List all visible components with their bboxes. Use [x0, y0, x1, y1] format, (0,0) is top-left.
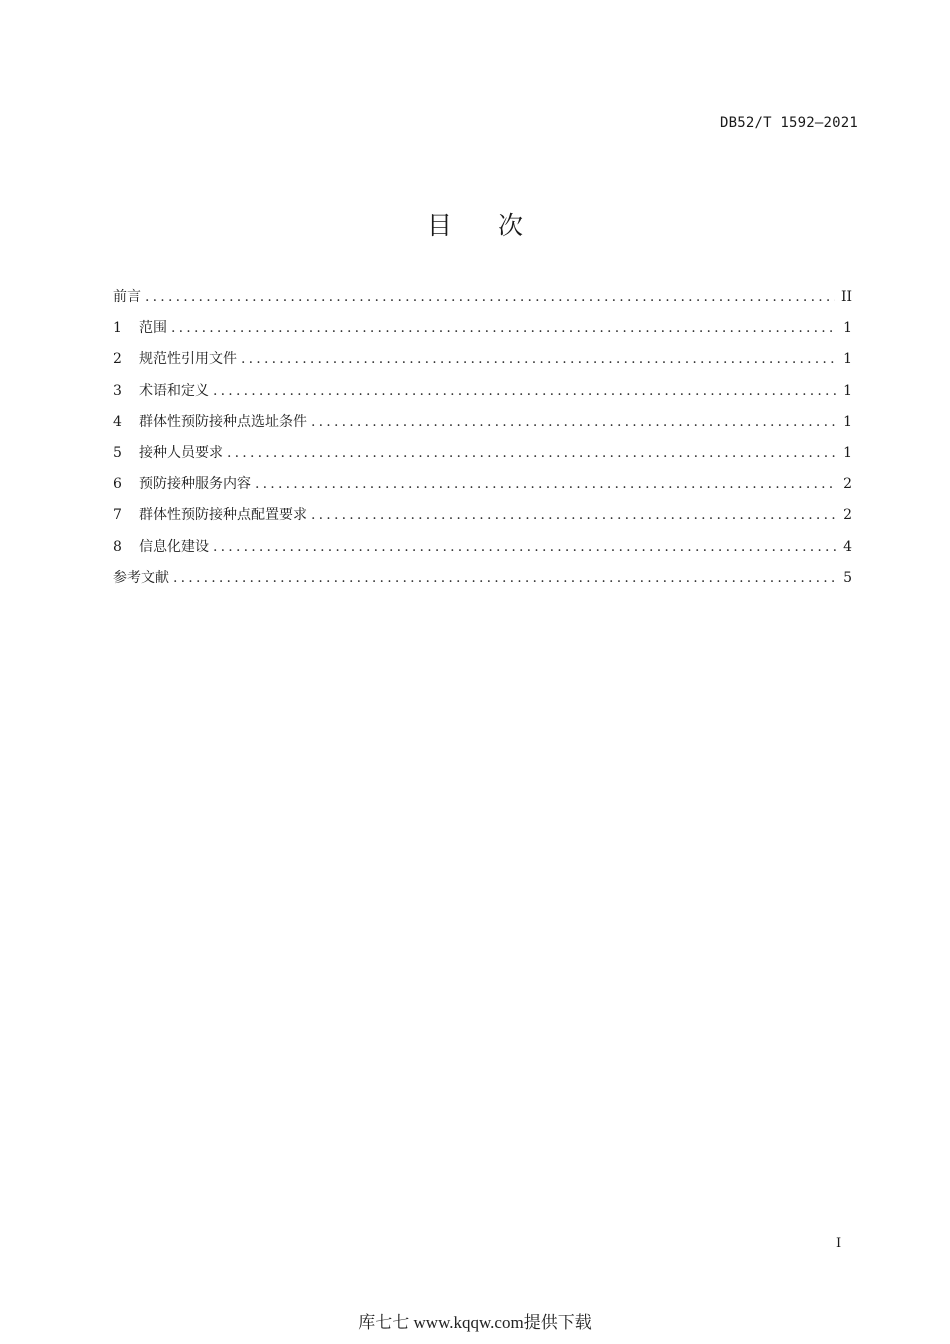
toc-entry-4[interactable] [113, 411, 852, 442]
toc-entry-page: 2 [843, 507, 852, 524]
toc-entry-6[interactable] [113, 473, 852, 504]
toc-entry-label: 术语和定义 [139, 382, 209, 399]
toc-leader-dots [145, 286, 835, 308]
toc-entry-page: 1 [843, 382, 852, 399]
toc-entry-7[interactable] [113, 504, 852, 535]
toc-leader-dots [311, 504, 836, 526]
toc-entry-1[interactable] [113, 317, 852, 348]
toc-entry-number: 1 [113, 320, 122, 337]
toc-entry-label: 规范性引用文件 [139, 351, 237, 368]
page-title [0, 206, 950, 242]
toc-leader-dots [213, 536, 836, 558]
toc-entry-page: 1 [843, 320, 852, 337]
table-of-contents [113, 286, 852, 598]
toc-entry-8[interactable] [113, 536, 852, 567]
toc-entry-page: 4 [843, 538, 852, 555]
page-number: I [836, 1236, 842, 1251]
toc-entry-label: 信息化建设 [139, 538, 209, 555]
title-char-1: 目 [426, 211, 452, 240]
toc-leader-dots [213, 380, 836, 402]
toc-entry-preface[interactable] [113, 286, 852, 317]
toc-entry-number: 2 [113, 351, 122, 368]
toc-leader-dots [171, 317, 836, 339]
toc-entry-number: 8 [113, 538, 122, 555]
document-code: DB52/T 1592—2021 [719, 115, 858, 131]
toc-entry-label: 参考文献 [113, 569, 169, 586]
toc-entry-page: 1 [843, 444, 852, 461]
toc-entry-label: 前言 [113, 289, 141, 305]
toc-entry-label: 预防接种服务内容 [139, 476, 251, 493]
toc-entry-page: 2 [843, 476, 852, 493]
toc-leader-dots [241, 348, 836, 370]
toc-entry-number: 7 [113, 507, 122, 524]
title-char-2: 次 [498, 211, 524, 240]
toc-entry-label: 接种人员要求 [139, 444, 223, 461]
toc-entry-2[interactable] [113, 348, 852, 379]
toc-entry-number: 3 [113, 382, 122, 399]
toc-leader-dots [311, 411, 836, 433]
toc-entry-page: 5 [843, 569, 852, 586]
toc-entry-number: 4 [113, 413, 122, 430]
toc-entry-5[interactable] [113, 442, 852, 473]
toc-leader-dots [173, 567, 836, 589]
toc-entry-label: 范围 [139, 320, 167, 337]
toc-entry-number: 6 [113, 476, 122, 493]
toc-leader-dots [227, 442, 836, 464]
toc-entry-3[interactable] [113, 380, 852, 411]
toc-entry-page: 1 [843, 413, 852, 430]
toc-entry-page: 1 [843, 351, 852, 368]
toc-entry-label: 群体性预防接种点配置要求 [139, 507, 307, 524]
toc-entry-label: 群体性预防接种点选址条件 [139, 413, 307, 430]
toc-entry-page: II [840, 289, 852, 305]
footer-watermark: 库七七 www.kqqw.com提供下载 [358, 1313, 592, 1332]
toc-entry-references[interactable] [113, 567, 852, 598]
toc-leader-dots [255, 473, 836, 495]
toc-entry-number: 5 [113, 444, 122, 461]
